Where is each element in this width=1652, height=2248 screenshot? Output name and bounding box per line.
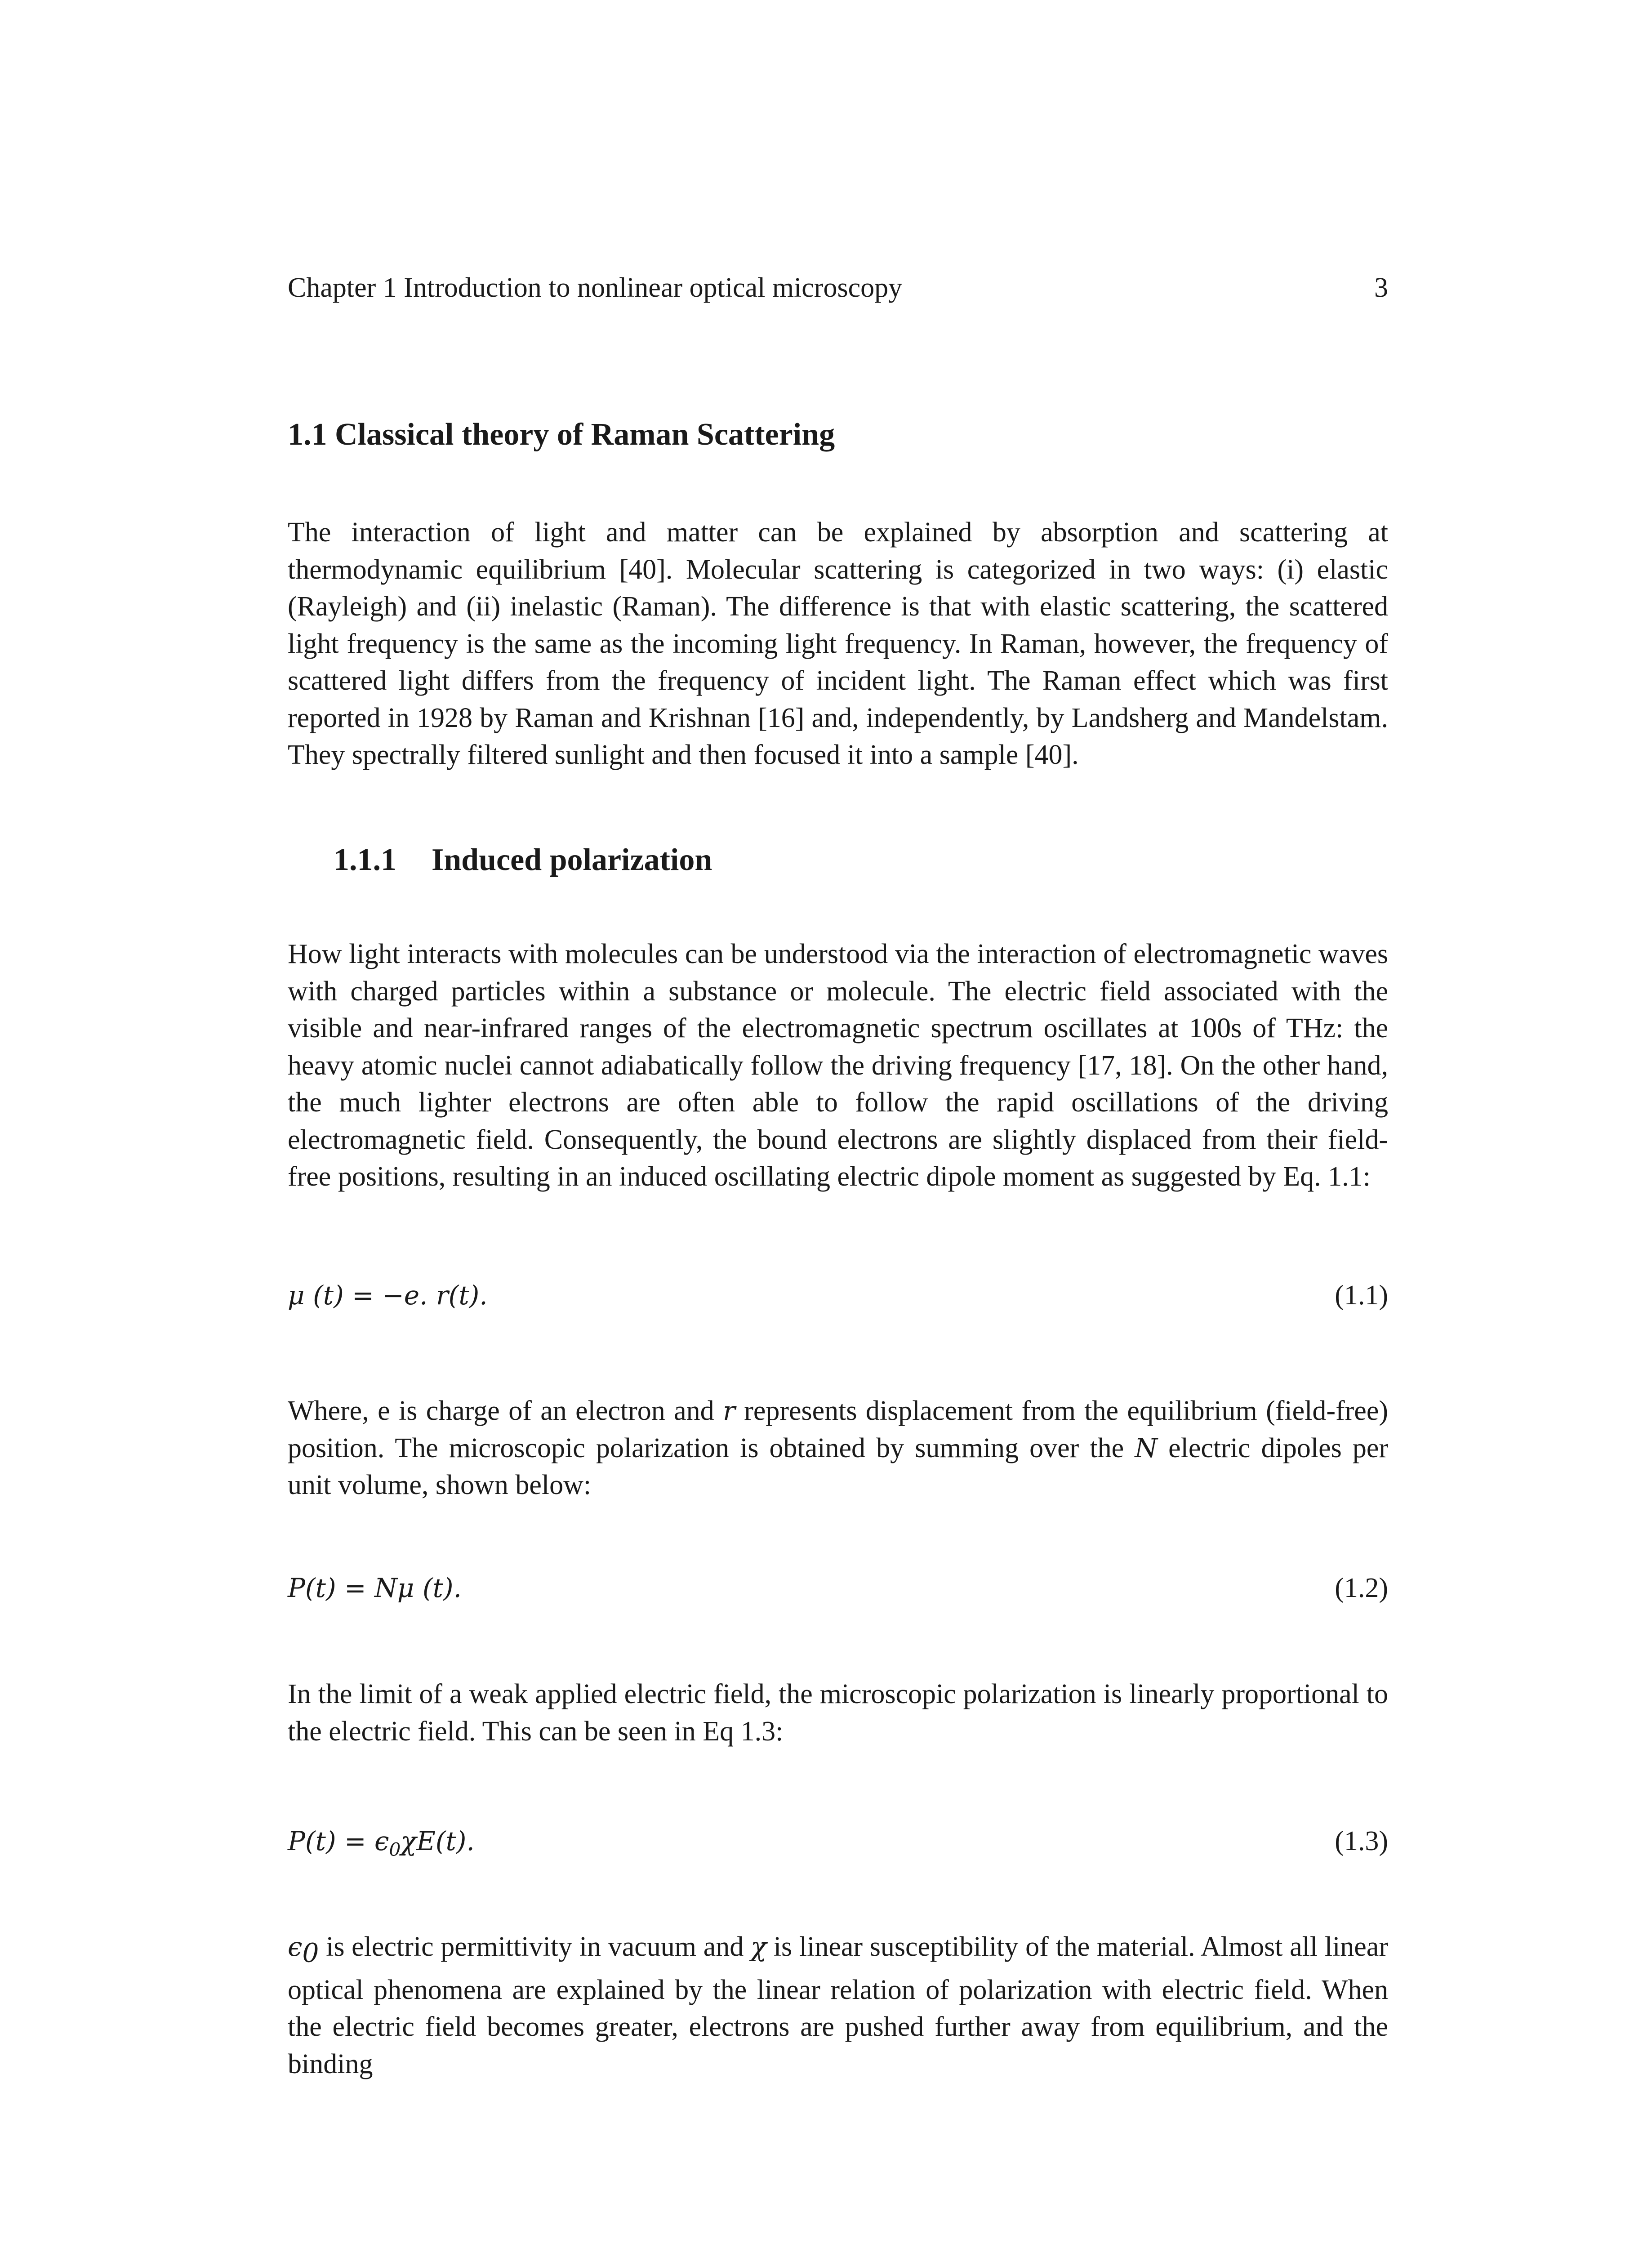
paragraph-2-text-2: represents displacement from the equilibrium (field-free) position. The microscopic polarization is obtained by summing over the (288, 1396, 1388, 1463)
equation-1-3-expression (288, 1823, 475, 1868)
paragraph-4-text-2: is linear susceptibility of the material. Almost all linear optical phenomena are explained by the linear relation of polarization with electric field. When the electric field becomes greater, electrons are pushed further away from equilibrium, and the binding (288, 1931, 1388, 2079)
subsection-number: 1.1.1 (334, 843, 396, 877)
chapter-title: Chapter 1 Introduction to nonlinear optical microscopy (288, 272, 903, 303)
polarization-paragraph-1: How light interacts with molecules can be understood via the interaction of electromagnetic waves with charged particles within a substance or molecule. The electric field associated with the visible and near-infrared ranges of the electromagnetic spectrum oscillates at 100s of THz: the heavy atomic nuclei cannot adiabatically follow the driving frequency [17, 18]. On the other hand, the much lighter electrons are often able to follow the rapid oscillations of the driving electromagnetic field. Consequently, the bound electrons are slightly displaced from their field-free positions, resulting in an induced oscillating electric dipole moment as suggested by Eq. 1.1: (288, 939, 1388, 1192)
epsilon-subscript: 0 (302, 1937, 319, 1968)
equation-1-1-expression: μ (t) = −e. r(t). (288, 1280, 488, 1311)
variable-epsilon: ϵ (288, 1931, 303, 1962)
polarization-paragraph-4 (288, 1928, 1388, 2083)
variable-n: N (1135, 1432, 1158, 1463)
paragraph-4-text-1: is electric permittivity in vacuum and (319, 1931, 751, 1962)
subsection-heading (334, 840, 712, 880)
subsection-title: Induced polarization (432, 843, 712, 877)
equation-1-3-subscript: 0 (389, 1838, 401, 1860)
equation-1-1 (288, 1277, 1388, 1313)
paragraph-2-text-1: Where, e is charge of an electron and (288, 1396, 723, 1426)
variable-r: r (723, 1396, 735, 1426)
section-intro-paragraph: The interaction of light and matter can be explained by absorption and scattering at thermodynamic equilibrium [40]. Molecular scattering is categorized in two ways: (i) elastic (Rayleigh) and (ii) inelastic (Raman). The difference is that with elastic scattering, the scattered light frequency is the same as the incoming light frequency. In Raman, however, the frequency of scattered light differs from the frequency of incident light. The Raman effect which was first reported in 1928 by Raman and Krishnan [16] and, independently, by Landsherg and Mandelstam. They spectrally filtered sunlight and then focused it into a sample [40]. (288, 517, 1388, 770)
equation-1-3-number: (1.3) (1335, 1826, 1388, 1856)
equation-1-2 (288, 1570, 1388, 1606)
equation-1-3 (288, 1823, 1388, 1868)
running-header (288, 270, 1388, 306)
page-number: 3 (1374, 272, 1388, 303)
equation-1-2-number: (1.2) (1335, 1573, 1388, 1603)
polarization-paragraph-3: In the limit of a weak applied electric field, the microscopic polarization is linearly proportional to the electric field. This can be seen in Eq 1.3: (288, 1679, 1388, 1747)
variable-chi: χ (750, 1931, 767, 1962)
equation-1-2-expression: P(t) = Nμ (t). (288, 1573, 462, 1603)
equation-1-3-part-b: χE(t). (401, 1826, 475, 1856)
polarization-paragraph-2 (288, 1392, 1388, 1504)
equation-1-1-number: (1.1) (1335, 1280, 1388, 1311)
section-heading: 1.1 Classical theory of Raman Scattering (288, 417, 835, 452)
paragraph-2-text-3: electric dipoles per unit volume, shown below: (288, 1432, 1388, 1500)
equation-1-3-part-a: P(t) = ϵ (288, 1826, 389, 1856)
